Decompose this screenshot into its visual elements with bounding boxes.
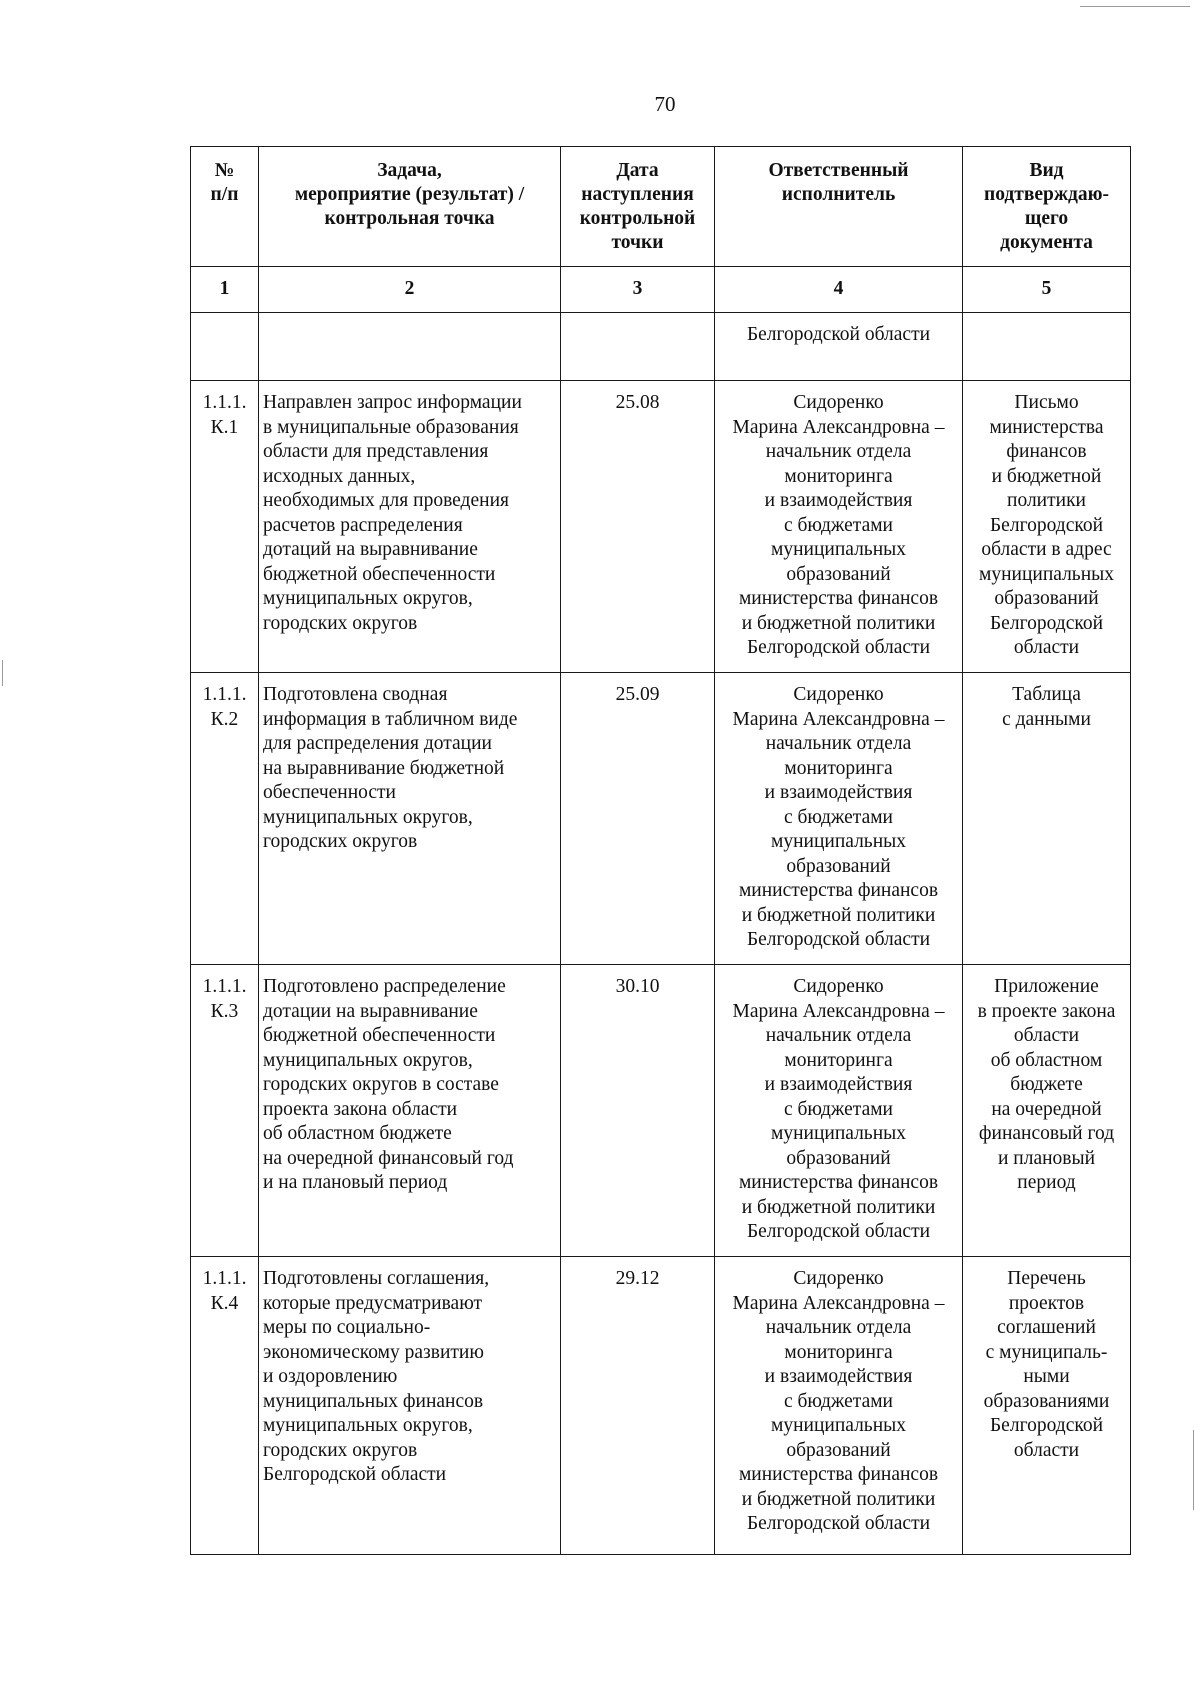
text-line: министерства	[989, 416, 1104, 438]
text-line: образований	[786, 855, 891, 877]
text-line: мероприятие (результат) /	[294, 184, 525, 205]
text-line: и бюджетной политики	[741, 1196, 936, 1218]
text-line: области	[1013, 1025, 1080, 1046]
text-line: муниципальных округов,	[263, 806, 473, 828]
table-row	[191, 1257, 1131, 1555]
text-line: и взаимодействия	[764, 782, 913, 803]
text-line: 1.1.1.	[202, 976, 247, 997]
text-line: документа	[1000, 232, 1093, 253]
text-line: Белгородской	[989, 1415, 1104, 1436]
table-row	[191, 673, 1131, 965]
text-line: муниципальных	[770, 539, 906, 560]
text-line: начальник отдела	[765, 733, 912, 754]
text-line: области в адрес	[981, 539, 1112, 560]
text-line: на выравнивание бюджетной	[263, 757, 505, 779]
text-line: образований	[994, 588, 1099, 609]
text-line: Ответственный	[768, 160, 909, 181]
scan-edge-mark	[1193, 1430, 1194, 1510]
text-line: муниципальных округов,	[263, 1049, 473, 1071]
text-line: в проекте закона	[977, 1000, 1116, 1022]
text-line: политики	[1007, 490, 1086, 511]
cell-executor: Белгородской области	[715, 313, 963, 381]
header-executor	[715, 147, 963, 267]
text-line: дотаций на выравнивание	[263, 539, 478, 560]
text-line: министерства финансов	[738, 880, 939, 901]
text-line: обеспеченности	[263, 782, 396, 803]
text-line: Сидоренко	[793, 684, 884, 705]
text-line: информация в табличном виде	[263, 708, 518, 730]
text-line: Сидоренко	[793, 1268, 884, 1289]
text-line: исходных данных,	[263, 465, 416, 487]
text-line: области	[1013, 637, 1080, 658]
text-line: муниципальных	[770, 1415, 906, 1436]
text-line: п/п	[210, 184, 239, 205]
text-line: и взаимодействия	[764, 1074, 913, 1095]
text-line: с бюджетами	[783, 514, 893, 536]
text-line: Марина Александровна –	[732, 708, 945, 730]
text-line: №	[214, 160, 235, 181]
text-line: об областном	[990, 1049, 1103, 1071]
text-line: ными	[1023, 1366, 1070, 1387]
text-line: контрольная точка	[324, 208, 495, 229]
cell-date: 29.12	[561, 1257, 715, 1555]
text-line: и бюджетной политики	[741, 904, 936, 926]
text-line: экономическому развитию	[263, 1341, 484, 1363]
text-line: министерства финансов	[738, 1172, 939, 1193]
text-line: Приложение	[994, 976, 1099, 997]
text-line: области для представления	[263, 441, 489, 462]
cell-document	[963, 313, 1131, 381]
cell-task	[259, 1257, 561, 1555]
cell-executor	[715, 381, 963, 673]
text-line: Задача,	[377, 160, 442, 181]
text-line: образований	[786, 563, 891, 585]
text-line: Таблица	[1012, 684, 1081, 705]
text-line: 1.1.1.	[202, 392, 247, 413]
text-line: муниципальных	[978, 563, 1114, 585]
text-line: Белгородской	[989, 612, 1104, 634]
text-line: с бюджетами	[783, 806, 893, 828]
cell-task	[259, 965, 561, 1257]
text-line: муниципальных	[770, 1123, 906, 1144]
text-line: К.2	[210, 708, 239, 730]
text-line: муниципальных округов,	[263, 1415, 473, 1436]
text-line: и взаимодействия	[764, 490, 913, 511]
text-line: образований	[786, 1439, 891, 1461]
text-line: городских округов в составе	[263, 1074, 499, 1095]
table-header-row	[191, 147, 1131, 267]
cell-executor	[715, 965, 963, 1257]
cell-task	[259, 381, 561, 673]
text-line: и взаимодействия	[764, 1366, 913, 1387]
text-line: дотации на выравнивание	[263, 1000, 478, 1022]
cell-number	[191, 965, 259, 1257]
text-line: мониторинга	[784, 1049, 893, 1071]
text-line: финансовый год	[978, 1123, 1115, 1144]
text-line: исполнитель	[781, 184, 896, 205]
cell-document	[963, 673, 1131, 965]
control-points-table	[190, 146, 1131, 1555]
text-line: мониторинга	[784, 1341, 893, 1363]
cell-document	[963, 381, 1131, 673]
cell-document	[963, 965, 1131, 1257]
text-line: об областном бюджете	[263, 1123, 452, 1144]
text-line: и бюджетной политики	[741, 612, 936, 634]
text-line: муниципальных округов,	[263, 588, 473, 609]
text-line: с бюджетами	[783, 1098, 893, 1120]
text-line: период	[1017, 1172, 1076, 1193]
text-line: бюджете	[1010, 1074, 1083, 1095]
text-line: министерства финансов	[738, 588, 939, 609]
text-line: и плановый	[997, 1147, 1096, 1169]
continuation-row	[191, 313, 1131, 381]
cell-task	[259, 673, 561, 965]
header-date	[561, 147, 715, 267]
text-line: контрольной	[579, 208, 696, 229]
text-line: необходимых для проведения	[263, 490, 509, 511]
text-line: Подготовлена сводная	[263, 684, 448, 705]
column-number: 3	[561, 267, 715, 313]
text-line: министерства финансов	[738, 1464, 939, 1485]
text-line: с данными	[1002, 708, 1091, 730]
text-line: Подготовлено распределение	[263, 976, 506, 997]
text-line: бюджетной обеспеченности	[263, 563, 496, 585]
cell-executor	[715, 673, 963, 965]
text-line: образованиями	[983, 1390, 1110, 1412]
text-line: Марина Александровна –	[732, 416, 945, 438]
text-line: для распределения дотации	[263, 733, 492, 754]
header-document	[963, 147, 1131, 267]
text-line: Белгородской области	[263, 1464, 447, 1485]
text-line: Подготовлены соглашения,	[263, 1268, 490, 1289]
text-line: Сидоренко	[793, 392, 884, 413]
text-line: проекта закона области	[263, 1098, 458, 1120]
table-row	[191, 965, 1131, 1257]
text-line: К.3	[210, 1000, 239, 1022]
cell-executor	[715, 1257, 963, 1555]
text-line: щего	[1024, 208, 1069, 229]
cell-date: 25.09	[561, 673, 715, 965]
text-line: финансов	[1006, 441, 1087, 462]
column-number: 5	[963, 267, 1131, 313]
text-line: муниципальных	[770, 831, 906, 852]
table-row	[191, 381, 1131, 673]
text-line: Перечень	[1007, 1268, 1086, 1289]
text-line: Вид	[1029, 160, 1064, 181]
text-line: меры по социально-	[263, 1317, 431, 1338]
column-number: 1	[191, 267, 259, 313]
cell-number	[191, 313, 259, 381]
column-numbers-row	[191, 267, 1131, 313]
text-line: мониторинга	[784, 757, 893, 779]
text-line: которые предусматривают	[263, 1292, 483, 1314]
text-line: в муниципальные образования	[263, 416, 519, 438]
scan-edge-line	[1080, 6, 1190, 7]
cell-document	[963, 1257, 1131, 1555]
text-line: наступления	[581, 184, 694, 205]
text-line: К.1	[210, 416, 239, 438]
text-line: Белгородской	[989, 514, 1104, 536]
text-line: Сидоренко	[793, 976, 884, 997]
header-number	[191, 147, 259, 267]
cell-number	[191, 673, 259, 965]
text-line: подтверждаю-	[983, 184, 1110, 205]
text-line: начальник отдела	[765, 1317, 912, 1338]
text-line: точки	[611, 232, 664, 253]
text-line: К.4	[210, 1292, 239, 1314]
text-line: начальник отдела	[765, 441, 912, 462]
text-line: с муниципаль-	[985, 1341, 1108, 1363]
cell-date: 25.08	[561, 381, 715, 673]
text-line: городских округов	[263, 612, 418, 634]
column-number: 4	[715, 267, 963, 313]
text-line: 1.1.1.	[202, 684, 247, 705]
page-number: 70	[654, 92, 676, 116]
cell-date: 30.10	[561, 965, 715, 1257]
cell-date	[561, 313, 715, 381]
text-line: муниципальных финансов	[263, 1390, 484, 1412]
text-line: на очередной	[991, 1098, 1102, 1120]
text-line: Направлен запрос информации	[263, 392, 522, 413]
text-line: Белгородской области	[746, 929, 931, 950]
text-line: бюджетной обеспеченности	[263, 1025, 496, 1046]
text-line: расчетов распределения	[263, 514, 463, 536]
text-line: проектов	[1008, 1292, 1085, 1314]
text-line: Письмо	[1014, 392, 1079, 413]
text-line: Белгородской области	[746, 1513, 931, 1534]
text-line: и на плановый период	[263, 1172, 448, 1193]
text-line: на очередной финансовый год	[263, 1147, 514, 1169]
header-task	[259, 147, 561, 267]
text-line: и бюджетной	[991, 465, 1102, 487]
text-line: мониторинга	[784, 465, 893, 487]
column-number: 2	[259, 267, 561, 313]
cell-number	[191, 1257, 259, 1555]
cell-number	[191, 381, 259, 673]
text-line: Белгородской области	[746, 1221, 931, 1242]
cell-task	[259, 313, 561, 381]
text-line: 1.1.1.	[202, 1268, 247, 1289]
scan-edge-mark	[2, 660, 3, 686]
text-line: образований	[786, 1147, 891, 1169]
text-line: и оздоровлению	[263, 1366, 398, 1387]
text-line: области	[1013, 1439, 1080, 1461]
text-line: городских округов	[263, 1439, 418, 1461]
text-line: соглашений	[997, 1317, 1096, 1338]
text-line: Марина Александровна –	[732, 1000, 945, 1022]
text-line: и бюджетной политики	[741, 1488, 936, 1510]
text-line: Белгородской области	[746, 637, 931, 658]
text-line: начальник отдела	[765, 1025, 912, 1046]
text-line: Дата	[616, 160, 659, 181]
text-line: городских округов	[263, 831, 418, 852]
text-line: Марина Александровна –	[732, 1292, 945, 1314]
text-line: с бюджетами	[783, 1390, 893, 1412]
